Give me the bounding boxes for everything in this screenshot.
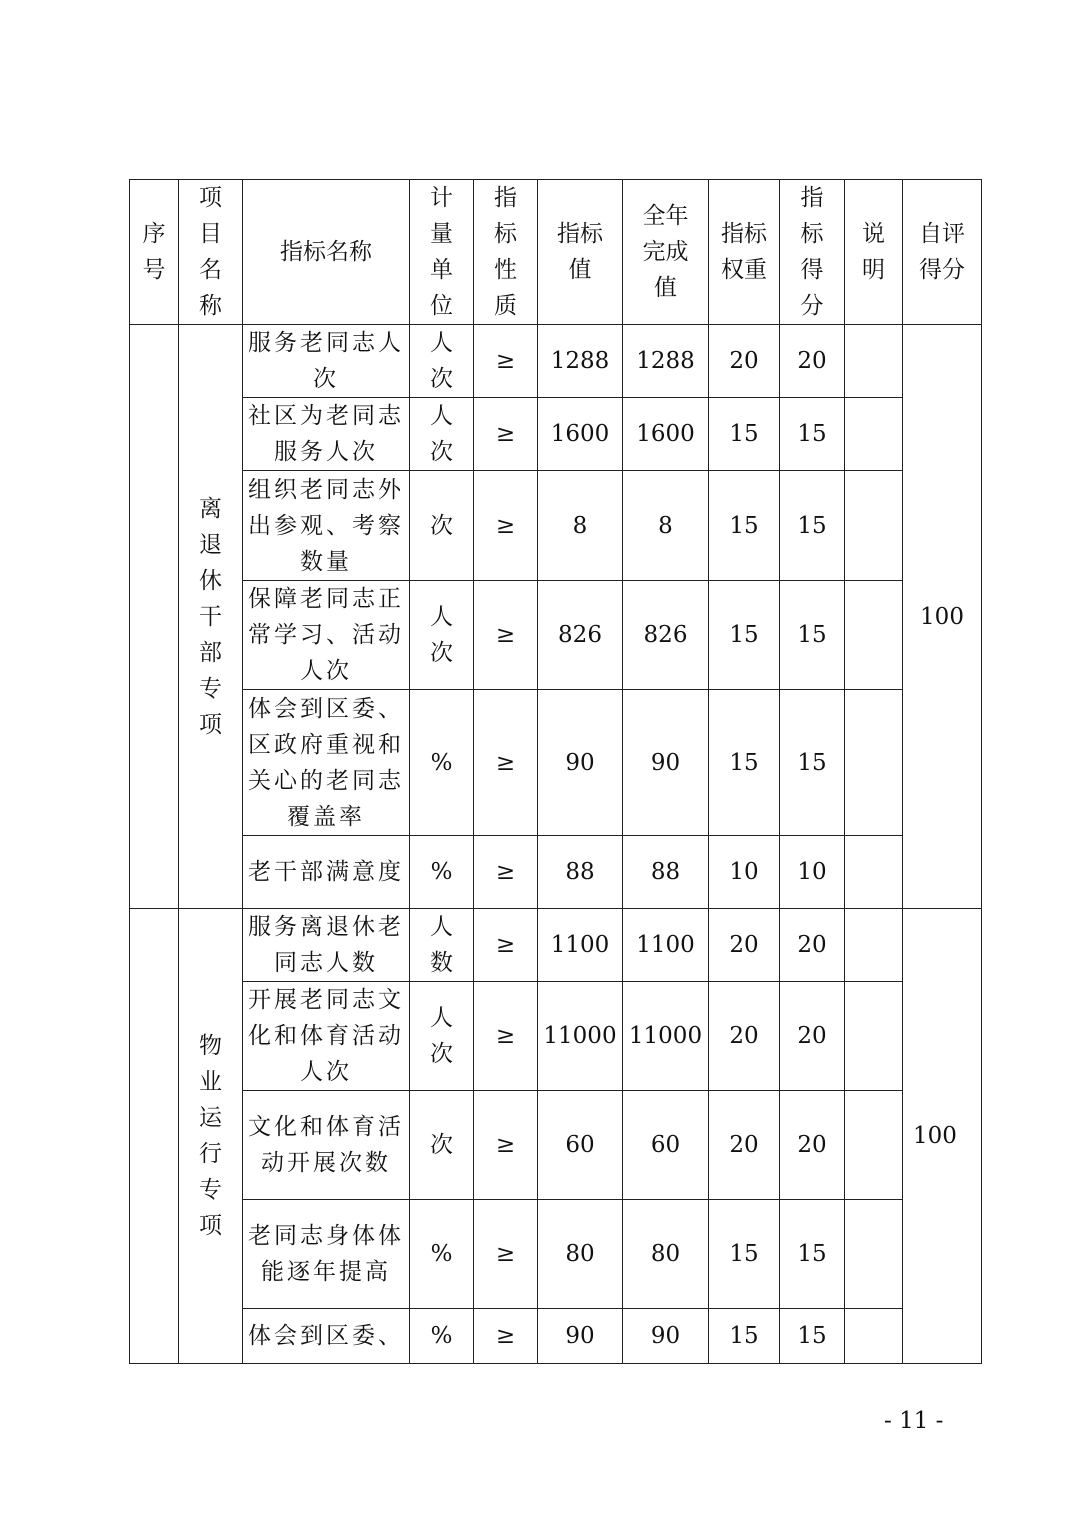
actual-cell: 1100 [623, 909, 709, 982]
unit-cell: % [410, 1309, 474, 1364]
page-number: - 11 - [884, 1408, 944, 1434]
note-cell [845, 471, 903, 581]
unit-cell: 人次 [410, 581, 474, 690]
indicator-name: 体会到区委、区政府重视和关心的老同志覆盖率 [243, 690, 410, 836]
header-note: 说明 [845, 180, 903, 325]
score-cell: 10 [780, 836, 845, 909]
target-cell: 60 [538, 1091, 623, 1200]
indicator-name: 服务老同志人次 [243, 325, 410, 398]
weight-cell: 20 [709, 1091, 780, 1200]
header-project: 项目名称 [179, 180, 243, 325]
actual-cell: 826 [623, 581, 709, 690]
header-target: 指标值 [538, 180, 623, 325]
weight-cell: 10 [709, 836, 780, 909]
target-cell: 90 [538, 690, 623, 836]
table-row [130, 982, 982, 1091]
weight-cell: 15 [709, 1309, 780, 1364]
target-cell: 11000 [538, 982, 623, 1091]
table-row [130, 1200, 982, 1309]
header-nature: 指标性质 [474, 180, 538, 325]
nature-cell: ≥ [474, 690, 538, 836]
header-seq: 序号 [130, 180, 179, 325]
target-cell: 8 [538, 471, 623, 581]
table-row [130, 909, 982, 982]
note-cell [845, 1309, 903, 1364]
weight-cell: 15 [709, 581, 780, 690]
target-cell: 80 [538, 1200, 623, 1309]
actual-cell: 11000 [623, 982, 709, 1091]
weight-cell: 20 [709, 325, 780, 398]
table-row [130, 1091, 982, 1200]
actual-cell: 90 [623, 1309, 709, 1364]
weight-cell: 15 [709, 690, 780, 836]
header-row [130, 180, 982, 325]
note-cell [845, 1200, 903, 1309]
score-cell: 15 [780, 690, 845, 836]
nature-cell: ≥ [474, 398, 538, 471]
header-weight: 指标权重 [709, 180, 780, 325]
note-cell [845, 690, 903, 836]
unit-cell: 次 [410, 471, 474, 581]
score-cell: 20 [780, 982, 845, 1091]
header-score: 指标得分 [780, 180, 845, 325]
header-self-score: 自评得分 [903, 180, 982, 325]
unit-cell: 人次 [410, 982, 474, 1091]
weight-cell: 20 [709, 909, 780, 982]
table-row [130, 325, 982, 398]
indicator-name: 文化和体育活动开展次数 [243, 1091, 410, 1200]
self-score-cell: 100 [903, 909, 982, 1364]
table-row [130, 471, 982, 581]
actual-cell: 90 [623, 690, 709, 836]
unit-cell: % [410, 1200, 474, 1309]
seq-cell [130, 909, 179, 1364]
nature-cell: ≥ [474, 1091, 538, 1200]
score-cell: 15 [780, 1309, 845, 1364]
indicator-name: 老同志身体体能逐年提高 [243, 1200, 410, 1309]
actual-cell: 88 [623, 836, 709, 909]
unit-cell: % [410, 836, 474, 909]
weight-cell: 15 [709, 471, 780, 581]
score-cell: 15 [780, 581, 845, 690]
header-unit: 计量单位 [410, 180, 474, 325]
score-cell: 15 [780, 1200, 845, 1309]
indicator-name: 组织老同志外出参观、考察数量 [243, 471, 410, 581]
project-name-cell: 离退休干部专项 [179, 325, 243, 909]
nature-cell: ≥ [474, 909, 538, 982]
note-cell [845, 909, 903, 982]
table-row [130, 690, 982, 836]
note-cell [845, 581, 903, 690]
score-cell: 15 [780, 398, 845, 471]
header-indicator: 指标名称 [243, 180, 410, 325]
actual-cell: 1288 [623, 325, 709, 398]
nature-cell: ≥ [474, 471, 538, 581]
header-actual: 全年完成值 [623, 180, 709, 325]
score-cell: 15 [780, 471, 845, 581]
indicator-name: 社区为老同志服务人次 [243, 398, 410, 471]
indicator-name: 开展老同志文化和体育活动人次 [243, 982, 410, 1091]
target-cell: 90 [538, 1309, 623, 1364]
indicator-name: 保障老同志正常学习、活动人次 [243, 581, 410, 690]
note-cell [845, 325, 903, 398]
performance-table [129, 179, 982, 1364]
unit-cell: 次 [410, 1091, 474, 1200]
unit-cell: 人次 [410, 325, 474, 398]
table-row [130, 581, 982, 690]
nature-cell: ≥ [474, 982, 538, 1091]
indicator-name: 服务离退休老同志人数 [243, 909, 410, 982]
nature-cell: ≥ [474, 1200, 538, 1309]
note-cell [845, 836, 903, 909]
target-cell: 1600 [538, 398, 623, 471]
score-cell: 20 [780, 325, 845, 398]
note-cell [845, 982, 903, 1091]
score-cell: 20 [780, 1091, 845, 1200]
note-cell [845, 398, 903, 471]
actual-cell: 8 [623, 471, 709, 581]
target-cell: 88 [538, 836, 623, 909]
target-cell: 1288 [538, 325, 623, 398]
nature-cell: ≥ [474, 581, 538, 690]
self-score-cell: 100 [903, 325, 982, 909]
target-cell: 826 [538, 581, 623, 690]
weight-cell: 15 [709, 1200, 780, 1309]
note-cell [845, 1091, 903, 1200]
nature-cell: ≥ [474, 836, 538, 909]
score-cell: 20 [780, 909, 845, 982]
project-name-cell: 物业运行专项 [179, 909, 243, 1364]
nature-cell: ≥ [474, 1309, 538, 1364]
actual-cell: 80 [623, 1200, 709, 1309]
weight-cell: 15 [709, 398, 780, 471]
indicator-name: 老干部满意度 [243, 836, 410, 909]
actual-cell: 1600 [623, 398, 709, 471]
table-row [130, 1309, 982, 1364]
table-row [130, 398, 982, 471]
unit-cell: % [410, 690, 474, 836]
unit-cell: 人数 [410, 909, 474, 982]
actual-cell: 60 [623, 1091, 709, 1200]
nature-cell: ≥ [474, 325, 538, 398]
target-cell: 1100 [538, 909, 623, 982]
weight-cell: 20 [709, 982, 780, 1091]
unit-cell: 人次 [410, 398, 474, 471]
seq-cell [130, 325, 179, 909]
indicator-name: 体会到区委、 [243, 1309, 410, 1364]
table-row [130, 836, 982, 909]
